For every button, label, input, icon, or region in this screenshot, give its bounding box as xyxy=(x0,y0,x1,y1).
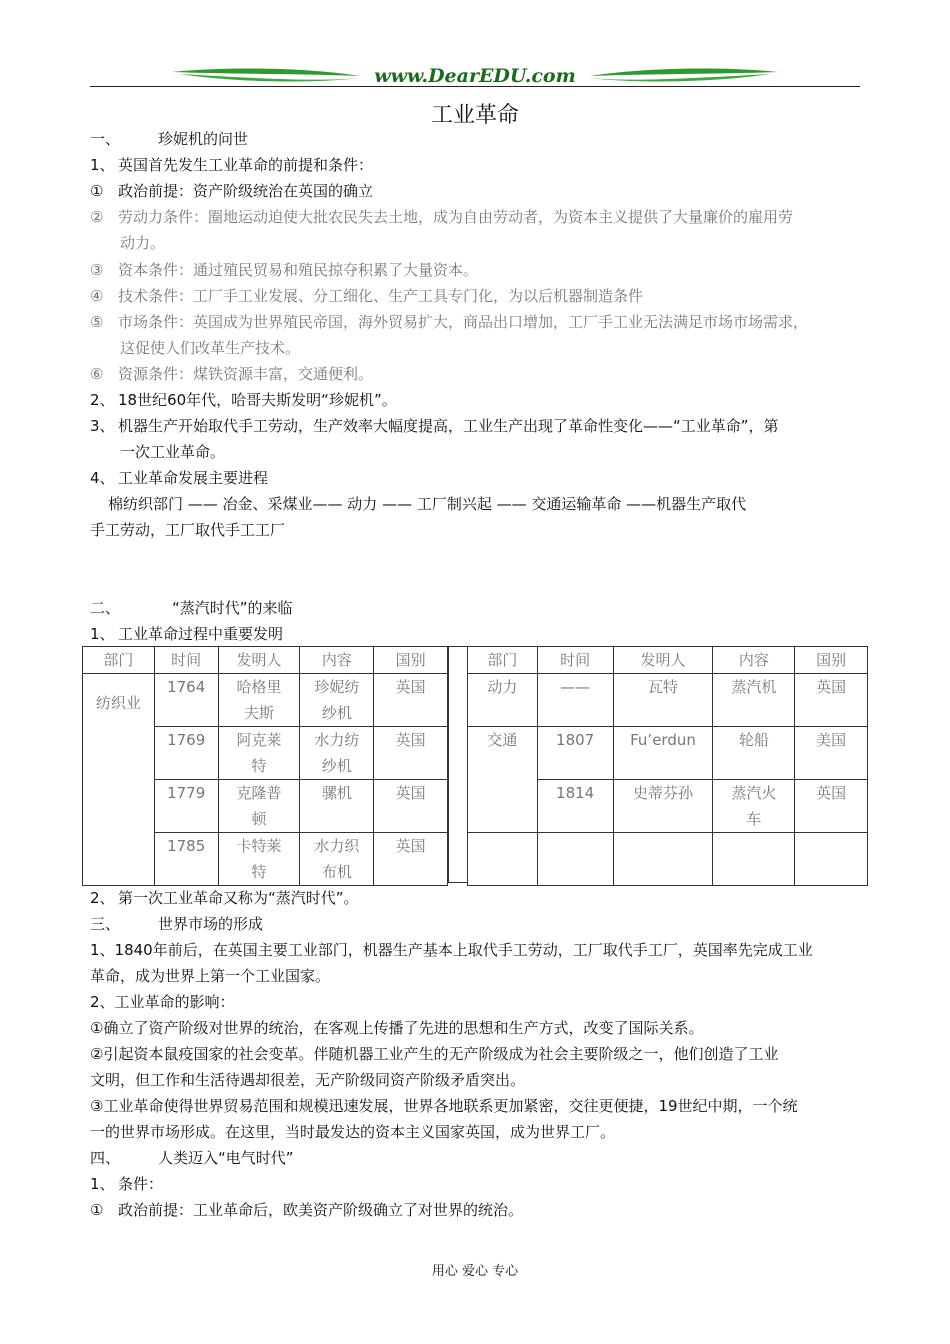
textile-inventions-table xyxy=(82,646,448,886)
s3-p5-line2: 一的世界市场形成。在这里，当时最发达的资本主义国家英国，成为世界工厂。 xyxy=(90,1123,616,1141)
s1-item-1: 1、 英国首先发生工业革命的前提和条件： xyxy=(90,156,374,174)
cell-time: 1769 xyxy=(154,727,218,780)
s3-p2: 2、工业革命的影响： xyxy=(90,993,235,1011)
cell-content: 轮船 xyxy=(713,727,795,780)
cell-time: 1814 xyxy=(537,780,613,833)
s3-p4-line1: ②引起资本鼠疫国家的社会变革。伴随机器工业产生的无产阶级成为社会主要阶级之一，他们创造了工业 xyxy=(90,1045,779,1063)
section3-heading: 三、 世界市场的形成 xyxy=(90,915,264,933)
s1-item-9: 3、 机器生产开始取代手工劳动，生产效率大幅度提高，工业生产出现了革命性变化——“工业革命”，第 xyxy=(90,417,779,435)
section1-heading: 一、 珍妮机的问世 xyxy=(90,130,249,148)
table-row xyxy=(83,674,448,727)
page-title: 工业革命 xyxy=(430,103,519,128)
cell-time: 1807 xyxy=(537,727,613,780)
cell-dept xyxy=(468,780,538,833)
cell-empty xyxy=(613,833,713,886)
table-separator xyxy=(448,646,468,883)
cell-country: 英国 xyxy=(795,674,868,727)
s2-sub-1: 1、 工业革命过程中重要发明 xyxy=(90,625,284,643)
s1-item-2: ① 政治前提：资产阶级统治在英国的确立 xyxy=(90,182,374,200)
cell-country: 英国 xyxy=(374,833,448,886)
s3-p1-line1: 1、1840年前后，在英国主要工业部门，机器生产基本上取代手工劳动，工厂取代手工厂，英国率先完成工业 xyxy=(90,941,813,959)
header-time: 时间 xyxy=(537,647,613,674)
s1-item-3: ② 劳动力条件：圈地运动迫使大批农民失去土地，成为自由劳动者，为资本主义提供了大量廉价的雇用劳 xyxy=(90,208,794,226)
cell-empty xyxy=(537,833,613,886)
s3-p3: ①确立了资产阶级对世界的统治，在客观上传播了先进的思想和生产方式，改变了国际关系。 xyxy=(90,1019,704,1037)
s1-item-9-cont: 一次工业革命。 xyxy=(120,443,226,461)
header-dept: 部门 xyxy=(468,647,538,674)
process-line-1: 棉纺织部门 —— 冶金、采煤业—— 动力 —— 工厂制兴起 —— 交通运输革命 ——机器生产取代 xyxy=(108,495,747,513)
cell-time: 1779 xyxy=(154,780,218,833)
s3-p1-line2: 革命，成为世界上第一个工业国家。 xyxy=(90,967,331,985)
s1-item-7: ⑥ 资源条件：煤铁资源丰富，交通便利。 xyxy=(90,365,374,383)
cell-inventor: 史蒂芬孙 xyxy=(613,780,713,833)
cell-time: 1764 xyxy=(154,674,218,727)
cell-dept: 交通 xyxy=(468,727,538,780)
table-header-row xyxy=(468,647,868,674)
cell-content: 水力纺纱机 xyxy=(300,727,374,780)
header-country: 国别 xyxy=(795,647,868,674)
s2-sub-2: 2、 第一次工业革命又称为“蒸汽时代”。 xyxy=(90,889,359,907)
cell-inventor: 阿克莱特 xyxy=(218,727,300,780)
cell-inventor: 卡特莱特 xyxy=(218,833,300,886)
header-country: 国别 xyxy=(374,647,448,674)
dearedu-logo xyxy=(170,62,780,88)
cell-time: 1785 xyxy=(154,833,218,886)
section4-heading: 四、 人类迈入“电气时代” xyxy=(90,1149,294,1167)
header-content: 内容 xyxy=(300,647,374,674)
s3-p5-line1: ③工业革命使得世界贸易范围和规模迅速发展，世界各地联系更加紧密，交往更便捷，19世纪中期，一个统 xyxy=(90,1097,798,1115)
s1-item-3-cont: 动力。 xyxy=(120,234,166,252)
logo-text: www.DearEDU.com xyxy=(374,65,576,87)
header-inventor: 发明人 xyxy=(613,647,713,674)
process-line-2: 手工劳动，工厂取代手工工厂 xyxy=(90,521,286,539)
cell-content: 蒸汽机 xyxy=(713,674,795,727)
table-row xyxy=(468,780,868,833)
table-header-row xyxy=(83,647,448,674)
s3-p4-line2: 文明，但工作和生活待遇却很差，无产阶级同资产阶级矛盾突出。 xyxy=(90,1071,526,1089)
cell-inventor: 哈格里夫斯 xyxy=(218,674,300,727)
cell-country: 英国 xyxy=(374,780,448,833)
cell-inventor: Fu’erdun xyxy=(613,727,713,780)
cell-empty xyxy=(713,833,795,886)
cell-dept: 动力 xyxy=(468,674,538,727)
cell-empty xyxy=(468,833,538,886)
cell-country: 美国 xyxy=(795,727,868,780)
header-inventor: 发明人 xyxy=(218,647,300,674)
cell-content: 珍妮纺纱机 xyxy=(300,674,374,727)
cell-empty xyxy=(795,833,868,886)
cell-country: 英国 xyxy=(374,727,448,780)
s1-item-8: 2、 18世纪60年代，哈哥夫斯发明“珍妮机”。 xyxy=(90,391,397,409)
table-row xyxy=(468,727,868,780)
page-footer: 用心 爱心 专心 xyxy=(431,1264,519,1279)
header-rule xyxy=(90,86,860,87)
header-content: 内容 xyxy=(713,647,795,674)
s1-item-10: 4、 工业革命发展主要进程 xyxy=(90,469,269,487)
s1-item-4: ③ 资本条件：通过殖民贸易和殖民掠夺积累了大量资本。 xyxy=(90,261,479,279)
cell-country: 英国 xyxy=(374,674,448,727)
dept-textile: 纺织业 xyxy=(83,674,155,886)
section2-heading: 二、 “蒸汽时代”的来临 xyxy=(90,599,293,617)
header-dept: 部门 xyxy=(83,647,155,674)
cell-content: 蒸汽火车 xyxy=(713,780,795,833)
cell-content: 骡机 xyxy=(300,780,374,833)
header-time: 时间 xyxy=(154,647,218,674)
cell-inventor: 克隆普顿 xyxy=(218,780,300,833)
cell-inventor: 瓦特 xyxy=(613,674,713,727)
s1-item-6-cont: 这促使人们改革生产技术。 xyxy=(120,339,301,357)
s1-item-5: ④ 技术条件：工厂手工业发展、分工细化、生产工具专门化，为以后机器制造条件 xyxy=(90,287,644,305)
table-row-empty xyxy=(468,833,868,886)
power-transport-inventions-table xyxy=(467,646,868,886)
s4-sub-1: 1、 条件： xyxy=(90,1175,164,1193)
cell-content: 水力织布机 xyxy=(300,833,374,886)
cell-country: 英国 xyxy=(795,780,868,833)
s1-item-6: ⑤ 市场条件：英国成为世界殖民帝国，海外贸易扩大，商品出口增加，工厂手工业无法满足市场市场需求， xyxy=(90,313,809,331)
table-row xyxy=(468,674,868,727)
s4-sub-2: ① 政治前提：工业革命后，欧美资产阶级确立了对世界的统治。 xyxy=(90,1201,524,1219)
cell-time: —— xyxy=(537,674,613,727)
